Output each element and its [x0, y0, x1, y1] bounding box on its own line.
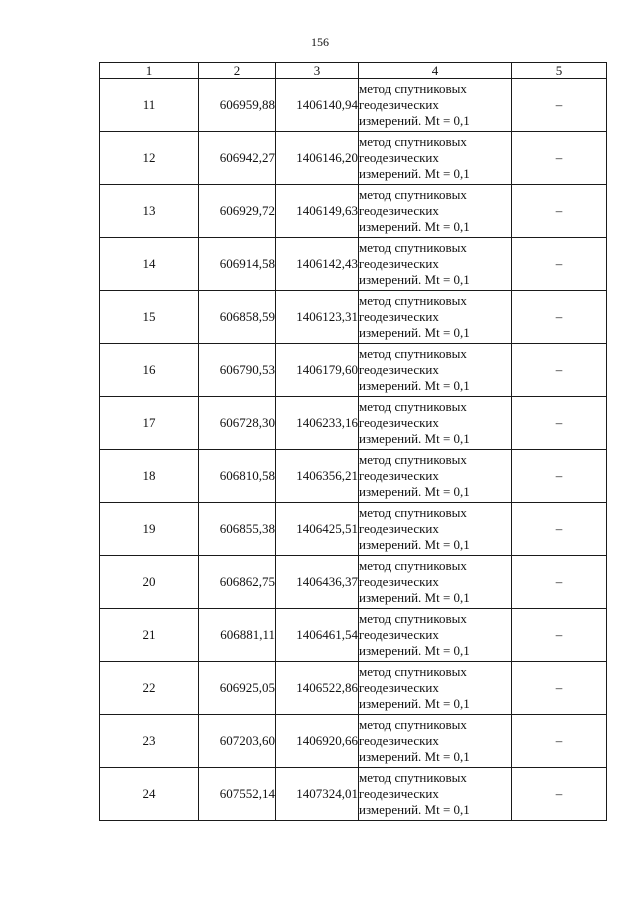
method-cell: метод спутниковых геодезических измерений. Mt = 0,1 [359, 79, 512, 132]
table-row [100, 132, 607, 185]
note-cell: – [512, 132, 607, 185]
point-number-cell: 23 [100, 715, 199, 768]
y-coordinate-cell: 1406425,51 [276, 503, 359, 556]
y-coordinate-cell: 1406123,31 [276, 291, 359, 344]
note-cell: – [512, 768, 607, 821]
x-coordinate-cell: 606728,30 [199, 397, 276, 450]
point-number-cell: 17 [100, 397, 199, 450]
method-cell: метод спутниковых геодезических измерений. Mt = 0,1 [359, 344, 512, 397]
x-coordinate-cell: 606929,72 [199, 185, 276, 238]
x-coordinate-cell: 606942,27 [199, 132, 276, 185]
table-row [100, 291, 607, 344]
y-coordinate-cell: 1406356,21 [276, 450, 359, 503]
point-number-cell: 13 [100, 185, 199, 238]
point-number-cell: 12 [100, 132, 199, 185]
method-cell: метод спутниковых геодезических измерений. Mt = 0,1 [359, 291, 512, 344]
table-row [100, 344, 607, 397]
method-cell: метод спутниковых геодезических измерений. Mt = 0,1 [359, 503, 512, 556]
method-cell: метод спутниковых геодезических измерений. Mt = 0,1 [359, 185, 512, 238]
point-number-cell: 11 [100, 79, 199, 132]
point-number-cell: 14 [100, 238, 199, 291]
table-row [100, 397, 607, 450]
column-header: 4 [359, 63, 512, 79]
table-row [100, 768, 607, 821]
coordinates-table [99, 62, 607, 821]
note-cell: – [512, 662, 607, 715]
method-cell: метод спутниковых геодезических измерений. Mt = 0,1 [359, 556, 512, 609]
table-header-row [100, 63, 607, 79]
point-number-cell: 20 [100, 556, 199, 609]
y-coordinate-cell: 1406140,94 [276, 79, 359, 132]
y-coordinate-cell: 1406920,66 [276, 715, 359, 768]
point-number-cell: 15 [100, 291, 199, 344]
table-row [100, 662, 607, 715]
column-header: 2 [199, 63, 276, 79]
table-row [100, 238, 607, 291]
x-coordinate-cell: 606855,38 [199, 503, 276, 556]
note-cell: – [512, 185, 607, 238]
column-header: 5 [512, 63, 607, 79]
column-header: 3 [276, 63, 359, 79]
table-row [100, 503, 607, 556]
x-coordinate-cell: 606959,88 [199, 79, 276, 132]
note-cell: – [512, 79, 607, 132]
method-cell: метод спутниковых геодезических измерений. Mt = 0,1 [359, 450, 512, 503]
note-cell: – [512, 291, 607, 344]
y-coordinate-cell: 1406233,16 [276, 397, 359, 450]
method-cell: метод спутниковых геодезических измерений. Mt = 0,1 [359, 768, 512, 821]
note-cell: – [512, 450, 607, 503]
point-number-cell: 24 [100, 768, 199, 821]
x-coordinate-cell: 607203,60 [199, 715, 276, 768]
x-coordinate-cell: 607552,14 [199, 768, 276, 821]
y-coordinate-cell: 1406142,43 [276, 238, 359, 291]
point-number-cell: 18 [100, 450, 199, 503]
x-coordinate-cell: 606914,58 [199, 238, 276, 291]
method-cell: метод спутниковых геодезических измерений. Mt = 0,1 [359, 238, 512, 291]
note-cell: – [512, 609, 607, 662]
x-coordinate-cell: 606925,05 [199, 662, 276, 715]
note-cell: – [512, 556, 607, 609]
point-number-cell: 22 [100, 662, 199, 715]
y-coordinate-cell: 1406149,63 [276, 185, 359, 238]
note-cell: – [512, 715, 607, 768]
note-cell: – [512, 344, 607, 397]
y-coordinate-cell: 1406146,20 [276, 132, 359, 185]
x-coordinate-cell: 606881,11 [199, 609, 276, 662]
table-row [100, 79, 607, 132]
table-row [100, 185, 607, 238]
column-header: 1 [100, 63, 199, 79]
method-cell: метод спутниковых геодезических измерений. Mt = 0,1 [359, 609, 512, 662]
point-number-cell: 21 [100, 609, 199, 662]
method-cell: метод спутниковых геодезических измерений. Mt = 0,1 [359, 397, 512, 450]
table-row [100, 715, 607, 768]
x-coordinate-cell: 606810,58 [199, 450, 276, 503]
note-cell: – [512, 238, 607, 291]
table-row [100, 450, 607, 503]
y-coordinate-cell: 1407324,01 [276, 768, 359, 821]
x-coordinate-cell: 606790,53 [199, 344, 276, 397]
note-cell: – [512, 397, 607, 450]
note-cell: – [512, 503, 607, 556]
table-row [100, 609, 607, 662]
y-coordinate-cell: 1406461,54 [276, 609, 359, 662]
point-number-cell: 19 [100, 503, 199, 556]
point-number-cell: 16 [100, 344, 199, 397]
page-number: 156 [311, 35, 329, 49]
x-coordinate-cell: 606858,59 [199, 291, 276, 344]
y-coordinate-cell: 1406436,37 [276, 556, 359, 609]
method-cell: метод спутниковых геодезических измерений. Mt = 0,1 [359, 132, 512, 185]
x-coordinate-cell: 606862,75 [199, 556, 276, 609]
table-row [100, 556, 607, 609]
method-cell: метод спутниковых геодезических измерений. Mt = 0,1 [359, 715, 512, 768]
y-coordinate-cell: 1406522,86 [276, 662, 359, 715]
method-cell: метод спутниковых геодезических измерений. Mt = 0,1 [359, 662, 512, 715]
y-coordinate-cell: 1406179,60 [276, 344, 359, 397]
